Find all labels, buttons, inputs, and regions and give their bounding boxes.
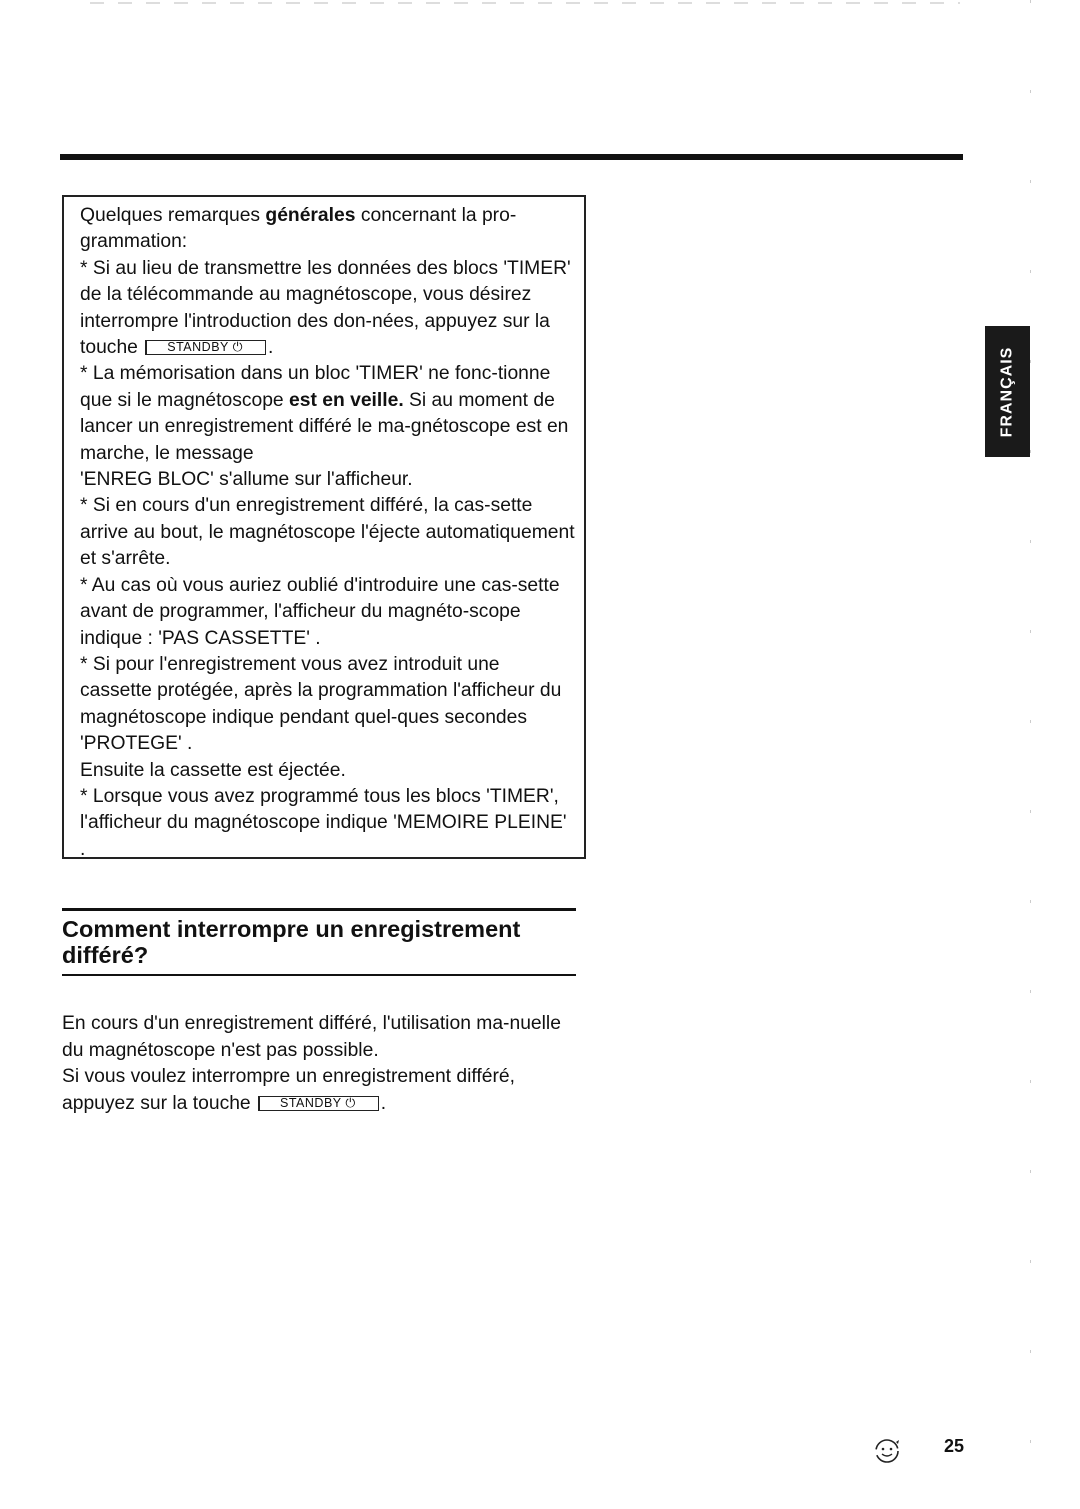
note-item: Ensuite la cassette est éjectée. [80,759,346,781]
page-number: 25 [944,1436,965,1456]
standby-key: STANDBY ⏻ [145,340,266,355]
note-item: * Lorsque vous avez programmé tous les blocs 'TIMER', l'afficheur du magnétoscope indique 'MEMOIRE PLEINE' . [80,785,567,860]
header-rule [60,154,963,160]
scan-artifact [90,2,960,4]
emphasis: est en veille. [289,389,404,411]
note-item: * Au cas où vous auriez oublié d'introduire une cas-sette avant de programmer, l'afficheur du magnéto-scope indique : 'PAS CASSETTE' . [80,574,560,649]
section-rule [62,974,576,976]
programming-notes-box [62,195,586,859]
section-body [62,1011,572,1117]
language-tab-label: FRANÇAIS [998,346,1016,437]
note-item: * La mémorisation dans un bloc 'TIMER' ne fonc-tionne que si le magnétoscope est en veille. Si au moment de lancer un enregistrement différé le ma-gnétoscope est en marche, le message 'ENREG BLOC' s'allume sur l'afficheur. [80,363,569,491]
section-heading: Comment interrompre un enregistrement différé? [62,916,521,968]
section-rule [62,908,576,911]
note-item: * Si au lieu de transmettre les données des blocs 'TIMER' de la télécommande au magnétoscope, vous désirez interrompre l'introduction des don-nées, appuyez sur la touche STANDBY ⏻ . [80,257,571,359]
notes-intro: Quelques remarques générales concernant la pro- grammation: [80,205,517,253]
note-item: * Si pour l'enregistrement vous avez introduit une cassette protégée, après la programmation l'afficheur du magnétoscope indique pendant quel-ques secondes 'PROTEGE' . [80,653,562,755]
note-item: * Si en cours d'un enregistrement différé, la cas-sette arrive au bout, le magnétoscope l'éjecte automatiquement et s'arrête. [80,495,575,570]
page-edge [1030,0,1031,1509]
language-tab [985,326,1030,457]
emphasis: générales [265,205,356,226]
recycle-face-icon [870,1434,904,1473]
paragraph: Si vous voulez interrompre un enregistrement différé, appuyez sur la touche STANDBY ⏻ . [62,1066,515,1114]
standby-key: STANDBY ⏻ [258,1096,379,1111]
paragraph: En cours d'un enregistrement différé, l'utilisation ma-nuelle du magnétoscope n'est pas possible. [62,1013,561,1061]
